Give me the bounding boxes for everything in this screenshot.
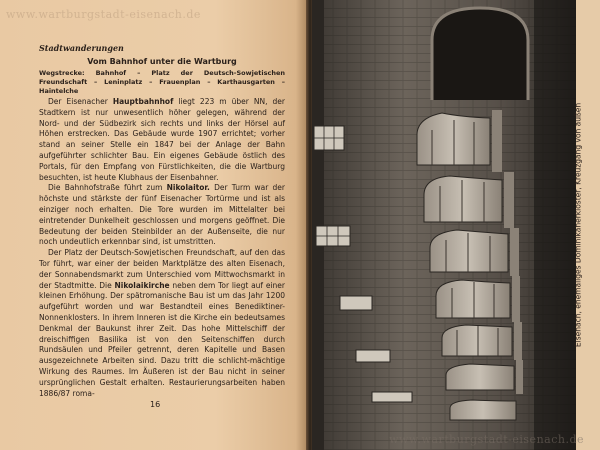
watermark: www.wartburgstadt-eisenach.de <box>389 433 584 446</box>
bold-term: Nikolaitor. <box>166 183 210 193</box>
doorway <box>432 8 528 100</box>
article-heading: Vom Bahnhof unter die Wartburg <box>87 57 237 66</box>
right-page <box>312 0 600 450</box>
section-title: Stadtwanderungen <box>39 43 124 53</box>
paragraph-nikolaikirche: Der Platz der Deutsch-Sowjetischen Freundschaft, auf den das Tor führt, war einer der beiden Marktplätze des alten Eisenach, der Sonnabendsmarkt zum Unterschied vom Mittwochsmarkt in der Stadtmitte. Die Nikolaikirche neben dem Tor liegt auf einer kleinen Erhöhung. Der spätromanische Bau ist um das Jahr 1200 aufgeführt worden und war Bestandteil eines Benediktiner-Nonnenklosters. In ihrem Inneren ist die Kirche ein bedeutsames Denkmal der Baukunst ihrer Zeit. Das hohe Mittelschiff der dreischiffigen Basilika ist von den Seitenschiffen durch Rundsäulen und Pfeiler getrennt, deren Kapitelle und Basen ausgezeichnete Arbeiten sind. Dazu tritt die schlicht-mächtige Wirkung des Raumes. Im Äußeren ist der Bau nicht in seiner ursprünglichen Gestalt erhalten. Restaurierungsarbeiten haben 1886/87 roma- <box>39 248 285 398</box>
paragraph-hauptbahnhof: Der Eisenacher Hauptbahnhof liegt 223 m über NN, der Stadtkern ist nur unwesentlich höher gelegen, während der Nord- und der Südbezirk sich rechts und links der Hörsel auf Höhen erstrecken. Das Gebäude wurde 1907 errichtet; vorher stand an seiner Stelle ein 1847 bei der Anlage der Bahn aufgeführter schlichter Bau. Ein eigenes Gebäude östlich des Portals, für den Empfang von Fürstlichkeiten, die die Wartburg besuchten, ist heute Klubhaus der Eisenbahner. <box>39 97 285 182</box>
cloister-photo <box>312 0 600 450</box>
page-number: 16 <box>150 400 161 409</box>
watermark: www.wartburgstadt-eisenach.de <box>6 8 201 21</box>
bold-term: Hauptbahnhof <box>112 97 174 106</box>
bold-term: Nikolaikirche <box>114 280 170 290</box>
paragraph-nikolaitor: Die Bahnhofstraße führt zum Nikolaitor. Der Turm war der höchste und stärkste der fünf Eisenacher Tortürme und ist als einziger noch erhalten. Die Tore wurden im Mittelalter bei eintretender Dunkelheit geschlossen und morgens geöffnet. Die Bedeutung der beiden Steinbilder an der Außenseite, die nur noch undeutlich erkennbar sind, ist umstritten. <box>39 183 285 247</box>
article-text <box>39 43 285 399</box>
route-description: Wegstrecke: Bahnhof – Platz der Deutsch-Sowjetischen Freundschaft – Leninplatz – Frauenplan – Karthausgarten – Haintelche <box>39 69 285 95</box>
photo-caption: Eisenach, ehemaliges Dominikanerkloster, Kreuzgang von außen <box>573 102 583 348</box>
